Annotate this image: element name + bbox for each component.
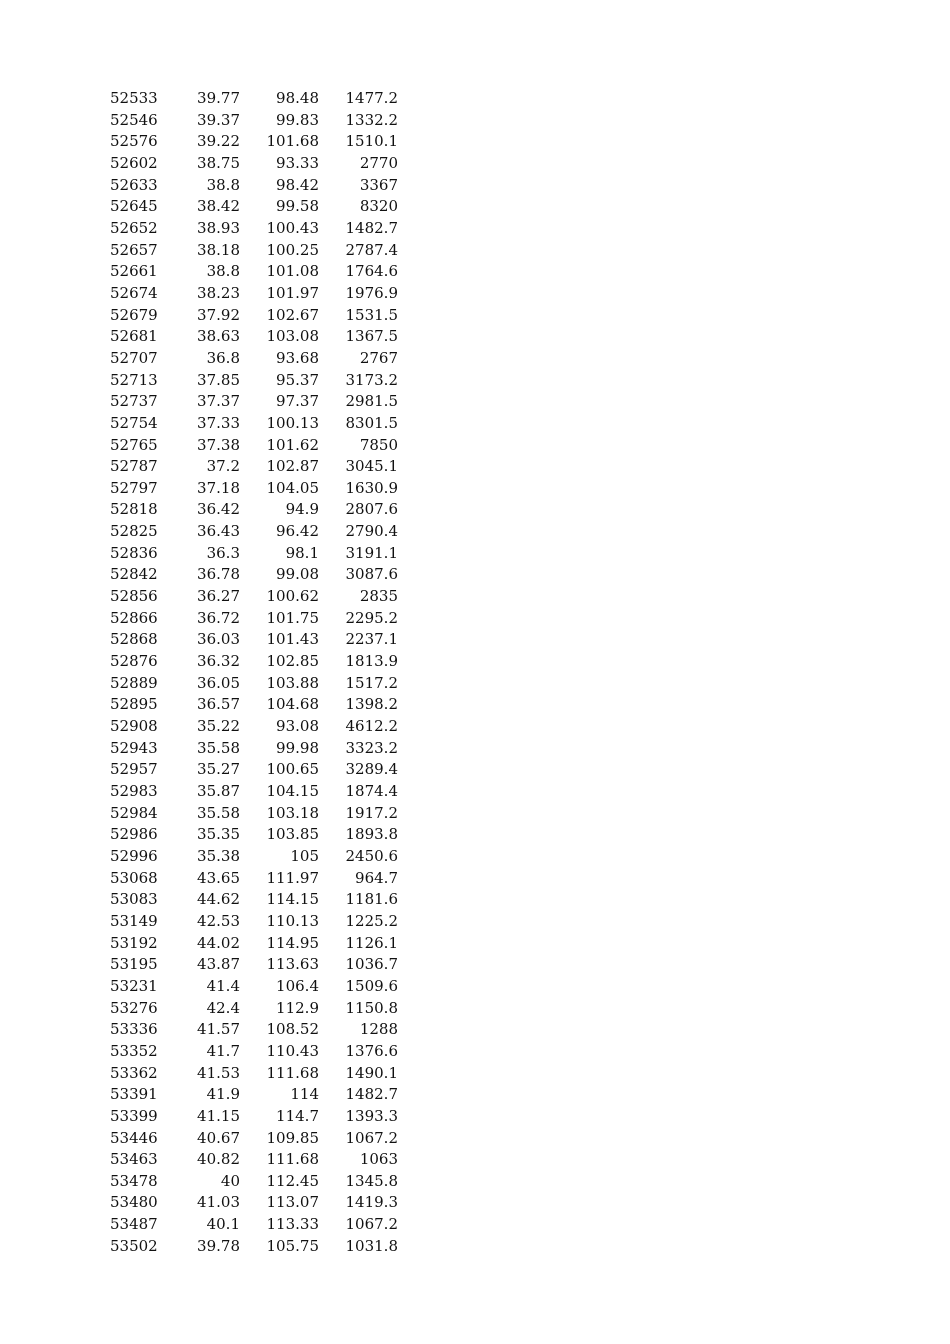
latitude-cell: 38.8 [206,262,240,281]
altitude-cell: 8301.5 [345,413,398,432]
altitude-cell: 2767 [359,348,398,367]
latitude-cell: 36.32 [197,652,240,671]
latitude-cell: 42.53 [197,911,240,930]
table-row [110,218,398,240]
latitude-cell: 39.77 [197,89,240,107]
altitude-cell: 1482.7 [345,218,398,237]
longitude-cell: 103.85 [266,825,319,844]
spreadsheet-page [0,88,950,1257]
longitude-cell: 101.97 [266,283,319,302]
altitude-cell: 1813.9 [345,652,398,671]
table-row [110,413,398,435]
table-row [110,564,398,586]
latitude-cell: 35.38 [197,846,240,865]
latitude-cell: 37.85 [197,370,240,389]
table-row [110,998,398,1020]
longitude-cell: 95.37 [276,370,319,389]
table-row [110,196,398,218]
table-row [110,868,398,890]
station-id-cell: 52866 [110,608,158,627]
station-id-cell: 52895 [110,695,158,714]
latitude-cell: 41.03 [197,1193,240,1212]
station-id-cell: 52876 [110,652,158,671]
station-id-cell: 53463 [110,1150,158,1169]
altitude-cell: 1490.1 [345,1063,398,1082]
station-id-cell: 53487 [110,1215,158,1234]
table-row [110,716,398,738]
altitude-cell: 1482.7 [345,1085,398,1104]
longitude-cell: 98.48 [276,89,319,107]
latitude-cell: 42.4 [206,998,240,1017]
longitude-cell: 114.7 [276,1106,319,1125]
longitude-cell: 113.07 [266,1193,319,1212]
table-row [110,911,398,933]
station-id-cell: 53478 [110,1171,158,1190]
table-row [110,175,398,197]
latitude-cell: 44.02 [197,933,240,952]
altitude-cell: 1976.9 [345,283,398,302]
longitude-cell: 113.33 [266,1215,319,1234]
table-row [110,499,398,521]
longitude-cell: 103.88 [266,673,319,692]
longitude-cell: 104.05 [266,478,319,497]
station-id-cell: 52533 [110,89,158,107]
longitude-cell: 105.75 [266,1236,319,1255]
longitude-cell: 101.43 [266,630,319,649]
station-id-cell: 53391 [110,1085,158,1104]
station-id-cell: 52633 [110,175,158,194]
latitude-cell: 44.62 [197,890,240,909]
station-id-cell: 52576 [110,132,158,151]
station-id-cell: 52818 [110,500,158,519]
station-id-cell: 52836 [110,543,158,562]
station-id-cell: 52984 [110,803,158,822]
station-id-cell: 53192 [110,933,158,952]
latitude-cell: 38.93 [197,218,240,237]
altitude-cell: 1764.6 [345,262,398,281]
table-row [110,933,398,955]
longitude-cell: 101.68 [266,132,319,151]
latitude-cell: 35.58 [197,738,240,757]
latitude-cell: 38.75 [197,153,240,172]
table-row [110,110,398,132]
table-row [110,629,398,651]
longitude-cell: 100.25 [266,240,319,259]
station-id-cell: 52713 [110,370,158,389]
altitude-cell: 1419.3 [345,1193,398,1212]
station-id-cell: 53068 [110,868,158,887]
latitude-cell: 36.42 [197,500,240,519]
altitude-cell: 2790.4 [345,522,398,541]
station-id-cell: 52661 [110,262,158,281]
station-id-cell: 52797 [110,478,158,497]
station-id-cell: 53446 [110,1128,158,1147]
station-id-cell: 53336 [110,1020,158,1039]
station-id-cell: 52908 [110,717,158,736]
altitude-cell: 1031.8 [345,1236,398,1255]
station-id-cell: 52943 [110,738,158,757]
latitude-cell: 41.9 [206,1085,240,1104]
longitude-cell: 101.75 [266,608,319,627]
table-row [110,1019,398,1041]
altitude-cell: 2835 [359,587,398,606]
longitude-cell: 100.62 [266,587,319,606]
longitude-cell: 112.45 [266,1171,319,1190]
table-row [110,1084,398,1106]
altitude-cell: 1345.8 [345,1171,398,1190]
latitude-cell: 43.65 [197,868,240,887]
longitude-cell: 105 [290,846,319,865]
station-id-cell: 52825 [110,522,158,541]
station-id-cell: 53195 [110,955,158,974]
latitude-cell: 36.8 [206,348,240,367]
station-id-cell: 53083 [110,890,158,909]
station-id-cell: 53276 [110,998,158,1017]
longitude-cell: 103.18 [266,803,319,822]
longitude-cell: 102.67 [266,305,319,324]
longitude-cell: 93.08 [276,717,319,736]
station-id-cell: 52868 [110,630,158,649]
longitude-cell: 101.62 [266,435,319,454]
station-id-cell: 52707 [110,348,158,367]
table-row [110,261,398,283]
altitude-cell: 1225.2 [345,911,398,930]
station-id-cell: 52737 [110,392,158,411]
altitude-cell: 1477.2 [345,89,398,107]
table-row [110,1149,398,1171]
table-row [110,1192,398,1214]
latitude-cell: 38.23 [197,283,240,302]
station-id-cell: 52645 [110,197,158,216]
station-id-cell: 53352 [110,1041,158,1060]
table-row [110,1236,398,1258]
altitude-cell: 1630.9 [345,478,398,497]
table-row [110,1063,398,1085]
latitude-cell: 36.72 [197,608,240,627]
longitude-cell: 114.95 [266,933,319,952]
latitude-cell: 37.38 [197,435,240,454]
latitude-cell: 39.22 [197,132,240,151]
longitude-cell: 104.68 [266,695,319,714]
longitude-cell: 96.42 [276,522,319,541]
altitude-cell: 1917.2 [345,803,398,822]
altitude-cell: 3045.1 [345,457,398,476]
table-row [110,976,398,998]
table-row [110,694,398,716]
latitude-cell: 36.3 [206,543,240,562]
table-row [110,543,398,565]
latitude-cell: 35.35 [197,825,240,844]
latitude-cell: 40 [220,1171,240,1190]
table-row [110,586,398,608]
altitude-cell: 8320 [359,197,398,216]
table-body [110,88,398,1257]
latitude-cell: 37.33 [197,413,240,432]
longitude-cell: 113.63 [266,955,319,974]
altitude-cell: 3087.6 [345,565,398,584]
latitude-cell: 36.05 [197,673,240,692]
station-id-cell: 52754 [110,413,158,432]
altitude-cell: 4612.2 [345,717,398,736]
altitude-cell: 2981.5 [345,392,398,411]
longitude-cell: 99.98 [276,738,319,757]
table-row [110,153,398,175]
station-id-cell: 52996 [110,846,158,865]
station-id-cell: 53480 [110,1193,158,1212]
longitude-cell: 104.15 [266,782,319,800]
station-id-cell: 52546 [110,110,158,129]
altitude-cell: 1332.2 [345,110,398,129]
longitude-cell: 97.37 [276,392,319,411]
latitude-cell: 43.87 [197,955,240,974]
longitude-cell: 99.83 [276,110,319,129]
altitude-cell: 1367.5 [345,327,398,346]
station-id-cell: 53149 [110,911,158,930]
altitude-cell: 2237.1 [345,630,398,649]
latitude-cell: 41.57 [197,1020,240,1039]
longitude-cell: 108.52 [266,1020,319,1039]
latitude-cell: 37.2 [206,457,240,476]
altitude-cell: 1036.7 [345,955,398,974]
longitude-cell: 93.68 [276,348,319,367]
table-row [110,824,398,846]
table-row [110,1128,398,1150]
altitude-cell: 7850 [359,435,398,454]
latitude-cell: 40.67 [197,1128,240,1147]
latitude-cell: 37.18 [197,478,240,497]
longitude-cell: 114.15 [266,890,319,909]
longitude-cell: 111.68 [266,1063,319,1082]
table-row [110,370,398,392]
latitude-cell: 36.43 [197,522,240,541]
table-row [110,1171,398,1193]
altitude-cell: 1067.2 [345,1215,398,1234]
latitude-cell: 35.27 [197,760,240,779]
longitude-cell: 112.9 [276,998,319,1017]
table-row [110,521,398,543]
longitude-cell: 98.1 [285,543,319,562]
station-id-cell: 53231 [110,976,158,995]
latitude-cell: 39.78 [197,1236,240,1255]
station-id-cell: 52652 [110,218,158,237]
altitude-cell: 1150.8 [345,998,398,1017]
longitude-cell: 106.4 [276,976,319,995]
longitude-cell: 101.08 [266,262,319,281]
table-row [110,326,398,348]
latitude-cell: 36.57 [197,695,240,714]
station-id-cell: 53502 [110,1236,158,1255]
table-row [110,651,398,673]
longitude-cell: 93.33 [276,153,319,172]
altitude-cell: 1126.1 [345,933,398,952]
longitude-cell: 102.85 [266,652,319,671]
station-id-cell: 52986 [110,825,158,844]
altitude-cell: 1181.6 [345,890,398,909]
longitude-cell: 110.43 [266,1041,319,1060]
latitude-cell: 41.53 [197,1063,240,1082]
table-row [110,88,398,110]
latitude-cell: 41.4 [206,976,240,995]
latitude-cell: 35.87 [197,782,240,800]
longitude-cell: 111.68 [266,1150,319,1169]
latitude-cell: 41.15 [197,1106,240,1125]
table-row [110,846,398,868]
latitude-cell: 36.03 [197,630,240,649]
altitude-cell: 2450.6 [345,846,398,865]
table-row [110,283,398,305]
longitude-cell: 111.97 [266,868,319,887]
table-row [110,131,398,153]
latitude-cell: 37.92 [197,305,240,324]
table-row [110,478,398,500]
altitude-cell: 2807.6 [345,500,398,519]
altitude-cell: 1376.6 [345,1041,398,1060]
station-id-cell: 52983 [110,782,158,800]
table-row [110,456,398,478]
longitude-cell: 102.87 [266,457,319,476]
table-row [110,1214,398,1236]
longitude-cell: 100.43 [266,218,319,237]
altitude-cell: 3367 [359,175,398,194]
longitude-cell: 99.08 [276,565,319,584]
table-row [110,1041,398,1063]
longitude-cell: 98.42 [276,175,319,194]
altitude-cell: 1517.2 [345,673,398,692]
altitude-cell: 1067.2 [345,1128,398,1147]
table-row [110,803,398,825]
altitude-cell: 1393.3 [345,1106,398,1125]
altitude-cell: 1288 [359,1020,398,1039]
table-row [110,673,398,695]
latitude-cell: 38.8 [206,175,240,194]
station-id-cell: 52957 [110,760,158,779]
altitude-cell: 1509.6 [345,976,398,995]
station-id-cell: 52602 [110,153,158,172]
station-id-cell: 53362 [110,1063,158,1082]
latitude-cell: 36.27 [197,587,240,606]
longitude-cell: 94.9 [285,500,319,519]
station-id-cell: 52674 [110,283,158,302]
altitude-cell: 3173.2 [345,370,398,389]
latitude-cell: 38.42 [197,197,240,216]
longitude-cell: 99.58 [276,197,319,216]
altitude-cell: 1531.5 [345,305,398,324]
longitude-cell: 100.13 [266,413,319,432]
station-id-cell: 53399 [110,1106,158,1125]
longitude-cell: 100.65 [266,760,319,779]
longitude-cell: 110.13 [266,911,319,930]
altitude-cell: 1398.2 [345,695,398,714]
table-row [110,1106,398,1128]
latitude-cell: 38.18 [197,240,240,259]
table-row [110,759,398,781]
table-row [110,391,398,413]
latitude-cell: 40.82 [197,1150,240,1169]
latitude-cell: 35.22 [197,717,240,736]
station-id-cell: 52787 [110,457,158,476]
latitude-cell: 39.37 [197,110,240,129]
altitude-cell: 3323.2 [345,738,398,757]
station-id-cell: 52765 [110,435,158,454]
altitude-cell: 1510.1 [345,132,398,151]
longitude-cell: 103.08 [266,327,319,346]
station-id-cell: 52681 [110,327,158,346]
table-row [110,781,398,803]
altitude-cell: 2770 [359,153,398,172]
altitude-cell: 2787.4 [345,240,398,259]
table-row [110,889,398,911]
station-id-cell: 52842 [110,565,158,584]
station-id-cell: 52679 [110,305,158,324]
altitude-cell: 1063 [359,1150,398,1169]
latitude-cell: 37.37 [197,392,240,411]
altitude-cell: 1874.4 [345,782,398,800]
table-row [110,305,398,327]
station-id-cell: 52657 [110,240,158,259]
table-row [110,240,398,262]
station-id-cell: 52889 [110,673,158,692]
table-row [110,348,398,370]
table-row [110,738,398,760]
latitude-cell: 35.58 [197,803,240,822]
latitude-cell: 36.78 [197,565,240,584]
altitude-cell: 964.7 [355,868,398,887]
longitude-cell: 109.85 [266,1128,319,1147]
latitude-cell: 38.63 [197,327,240,346]
altitude-cell: 1893.8 [345,825,398,844]
table-row [110,954,398,976]
altitude-cell: 3289.4 [345,760,398,779]
altitude-cell: 3191.1 [345,543,398,562]
table-row [110,435,398,457]
latitude-cell: 40.1 [206,1215,240,1234]
latitude-cell: 41.7 [206,1041,240,1060]
station-data-table [110,88,398,1257]
table-row [110,608,398,630]
altitude-cell: 2295.2 [345,608,398,627]
station-id-cell: 52856 [110,587,158,606]
longitude-cell: 114 [290,1085,319,1104]
